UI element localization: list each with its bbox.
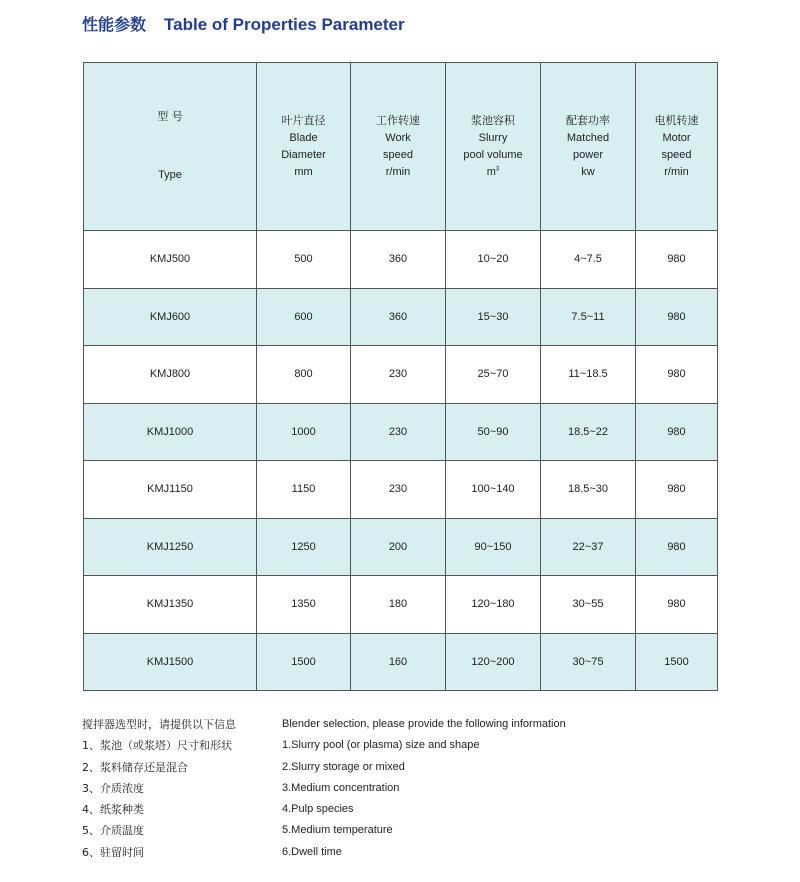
header-blade-diameter [257,63,351,231]
header-pool-volume [446,63,541,231]
properties-table [83,62,718,691]
cell-motor-speed: 1500 [636,633,718,691]
table-row [84,231,718,289]
note-item-zh: 2、浆料储存还是混合 [82,760,188,774]
note-item-en: 4.Pulp species [282,803,354,816]
cell-work-speed: 180 [351,576,446,634]
cell-pool-volume: 120~200 [446,633,541,691]
header-en-line: Motor [662,131,691,144]
notes-english [282,714,566,863]
note-item-en: 3.Medium concentration [282,781,400,794]
header-en-line: Matched [566,131,610,144]
note-item-zh: 1、浆池（或浆塔）尺寸和形状 [82,739,232,753]
note-item-en: 5.Medium temperature [282,824,393,837]
notes-heading-en: Blender selection, please provide the following information [282,718,566,730]
table-row [84,403,718,461]
table-row [84,346,718,404]
cell-matched-power: 30~75 [541,633,636,691]
cell-model: KMJ1000 [84,403,257,461]
header-type-zh: 型 号 [157,110,183,124]
cell-matched-power: 11~18.5 [541,346,636,404]
cell-motor-speed: 980 [636,576,718,634]
header-zh: 电机转速 [654,113,699,127]
cell-work-speed: 160 [351,633,446,691]
cell-blade-diameter: 600 [257,288,351,346]
notes-chinese [82,714,236,863]
header-en-line: pool volume [463,149,523,161]
header-unit: kw [581,166,595,179]
table-row [84,576,718,634]
cell-model: KMJ1350 [84,576,257,634]
table-body [84,231,718,691]
cell-pool-volume: 90~150 [446,518,541,576]
header-en-line: Diameter [281,149,326,161]
header-en-line: Slurry [478,131,508,144]
table-row [84,288,718,346]
cell-matched-power: 18.5~22 [541,403,636,461]
cell-motor-speed: 980 [636,518,718,576]
header-type-en: Type [158,169,182,181]
cell-model: KMJ600 [84,288,257,346]
cell-blade-diameter: 1000 [257,403,351,461]
cell-blade-diameter: 1250 [257,518,351,576]
cell-model: KMJ1500 [84,633,257,691]
cell-work-speed: 230 [351,461,446,519]
cell-matched-power: 22~37 [541,518,636,576]
header-zh: 工作转速 [376,113,420,127]
cell-matched-power: 7.5~11 [541,288,636,346]
cell-motor-speed: 980 [636,461,718,519]
cell-pool-volume: 100~140 [446,461,541,519]
page-title [82,12,405,35]
header-en-line: power [573,149,603,161]
cell-model: KMJ500 [84,231,257,289]
note-item-zh: 5、介质温度 [82,824,144,838]
cell-blade-diameter: 1500 [257,633,351,691]
note-item-zh: 6、驻留时间 [82,845,144,859]
header-en-line: Blade [289,131,318,144]
note-item-zh: 4、纸浆种类 [82,803,144,817]
header-unit: r/min [664,166,689,179]
table-header-row [84,63,718,231]
table-row [84,461,718,519]
note-item-zh: 3、介质浓度 [82,781,144,795]
cell-work-speed: 200 [351,518,446,576]
cell-blade-diameter: 800 [257,346,351,404]
cell-work-speed: 230 [351,403,446,461]
cell-blade-diameter: 1150 [257,461,351,519]
cell-motor-speed: 980 [636,346,718,404]
cell-matched-power: 18.5~30 [541,461,636,519]
header-en-line: speed [383,149,413,161]
cell-motor-speed: 980 [636,231,718,289]
cell-model: KMJ1150 [84,461,257,519]
table-row [84,633,718,691]
cell-pool-volume: 15~30 [446,288,541,346]
cell-motor-speed: 980 [636,288,718,346]
header-zh: 配套功率 [566,113,610,127]
header-en-line: Work [385,131,411,144]
cell-blade-diameter: 1350 [257,576,351,634]
header-motor-speed [636,63,718,231]
cell-work-speed: 360 [351,288,446,346]
cell-blade-diameter: 500 [257,231,351,289]
cell-pool-volume: 50~90 [446,403,541,461]
cell-model: KMJ800 [84,346,257,404]
header-type [84,63,257,231]
title-en: Table of Properties Parameter [164,15,405,34]
cell-matched-power: 4~7.5 [541,231,636,289]
note-item-en: 1.Slurry pool (or plasma) size and shape [282,739,480,752]
notes-heading-zh: 搅拌器选型时，请提供以下信息 [82,718,236,731]
cell-pool-volume: 120~180 [446,576,541,634]
header-work-speed [351,63,446,231]
header-unit: r/min [385,166,411,179]
cell-pool-volume: 25~70 [446,346,541,404]
cell-motor-speed: 980 [636,403,718,461]
cell-matched-power: 30~55 [541,576,636,634]
cell-work-speed: 360 [351,231,446,289]
cell-model: KMJ1250 [84,518,257,576]
note-item-en: 6.Dwell time [282,845,342,858]
header-en-line: speed [661,149,692,161]
title-zh: 性能参数 [82,15,147,34]
note-item-en: 2.Slurry storage or mixed [282,760,405,773]
header-unit: mm [294,166,313,179]
header-zh: 浆池容积 [471,113,515,127]
header-matched-power [541,63,636,231]
table-row [84,518,718,576]
cell-pool-volume: 10~20 [446,231,541,289]
header-unit-superscript: 3 [495,166,500,173]
header-zh: 叶片直径 [281,113,326,127]
header-unit: m [486,166,496,179]
cell-work-speed: 230 [351,346,446,404]
